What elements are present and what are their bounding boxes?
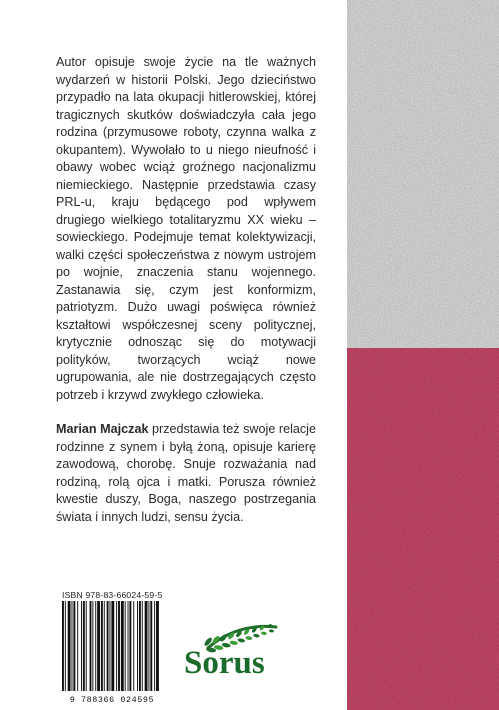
author-name: Marian Majczak	[56, 422, 149, 436]
barcode-bar	[128, 601, 129, 691]
barcode-bar	[142, 601, 143, 691]
barcode-bar	[137, 601, 138, 691]
barcode-bar	[116, 601, 117, 691]
barcode-bar	[148, 601, 149, 691]
barcode-bar	[145, 601, 148, 691]
barcode-bar	[111, 601, 114, 691]
barcode-bar	[77, 601, 78, 691]
sorus-logo	[178, 618, 290, 678]
isbn-barcode	[57, 599, 167, 705]
barcode-bar	[73, 601, 75, 691]
blurb-paragraph-1: Autor opisuje swoje życie na tle ważnych wydarzeń w historii Polski. Jego dzieciństwo przypadło na lata okupacji hitlerowskiej, której tragicznych skutków doświadczyła cała jego rodzina (przymusowe roboty, czynna walka z okupantem). Wywołało to u niego nieufność i obawy wobec wciąż groźnego nacjonalizmu niemieckiego. Następnie przedstawia czasy PRL-u, kraju będącego pod wpływem drugiego wielkiego totalitaryzmu XX wieku – sowieckiego. Podejmuje temat kolektywizacji, walki części społeczeństwa z nowym ustrojem po wojnie, znaczenia stanu wojennego. Zastanawia się, czym jest konformizm, patriotyzm. Dużo uwagi poświęca również kształtowi współczesnej sceny politycznej, krytycznie odnosząc się do motywacji polityków, tworzących wciąż nowe ugrupowania, ale nie dostrzegających często potrzeb i krzywd zwykłego człowieka.	[56, 55, 316, 402]
barcode-bar	[86, 601, 87, 691]
barcode-bar	[139, 601, 141, 691]
barcode-bar	[97, 601, 100, 691]
fern-leaflet	[261, 631, 267, 635]
barcode-bar	[107, 601, 109, 691]
barcode-bar	[110, 601, 111, 691]
flag-red-band	[347, 348, 499, 710]
barcode-bar	[133, 601, 134, 691]
barcode-bar	[90, 601, 92, 691]
barcode-bar	[95, 601, 96, 691]
barcode-bar	[150, 601, 152, 691]
barcode-bar	[154, 601, 155, 691]
barcode-bar	[121, 601, 124, 691]
blurb-paragraph-2-text: przedstawia też swoje relacje rodzinne z synem i byłą żoną, opisuje karierę zawodową, chorobę. Snuje rozważania nad rodziną, rolą ojca i matki. Porusza również kwestie duszy, Boga, naszego postrzegania świata i innych ludzi, sensu życia.	[56, 422, 316, 524]
blurb-text	[56, 54, 316, 543]
barcode-bar	[72, 601, 73, 691]
isbn-label: ISBN 978-83-66024-59-5	[62, 590, 163, 600]
polish-flag-wall	[347, 0, 499, 710]
flag-white-band	[347, 0, 499, 348]
publisher-name: Sorus	[184, 645, 265, 678]
barcode-bar	[83, 601, 85, 691]
barcode-bar	[101, 601, 103, 691]
barcode-bar	[156, 601, 159, 691]
barcode-bar	[62, 601, 64, 691]
barcode-bar	[65, 601, 66, 691]
barcode-bar	[104, 601, 105, 691]
fern-leaflet	[269, 629, 274, 633]
barcode-bar	[68, 601, 71, 691]
barcode-bar	[129, 601, 131, 691]
barcode-digits: 9 788366 024595	[69, 695, 155, 705]
barcode-bar	[125, 601, 126, 691]
fern-leaflet	[245, 636, 252, 641]
barcode-bar	[92, 601, 93, 691]
blurb-paragraph-2	[56, 421, 316, 526]
barcode-bar	[118, 601, 120, 691]
fern-leaflet	[253, 633, 260, 637]
fern-leaflet	[237, 638, 245, 643]
barcode-bars	[62, 601, 159, 691]
barcode-bar	[81, 601, 82, 691]
